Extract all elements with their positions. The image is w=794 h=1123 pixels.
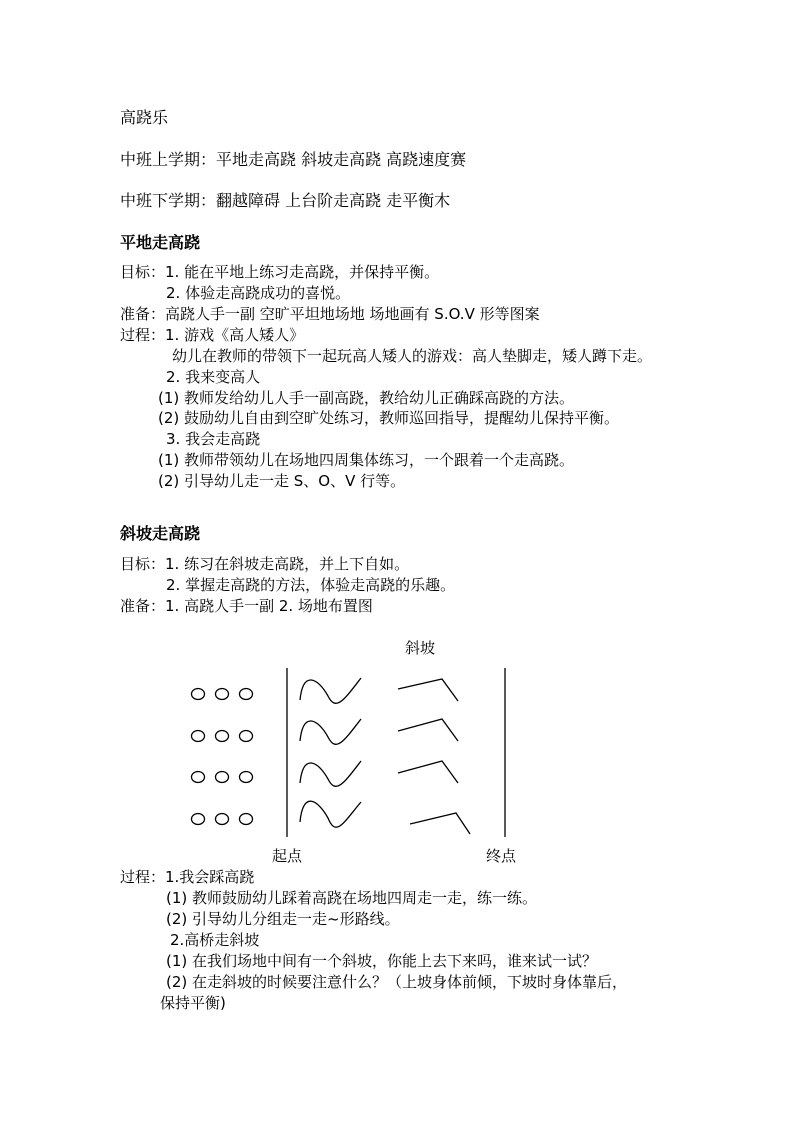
section2-proc-1: 过程：1.我会踩高跷 [120, 868, 255, 886]
section1-proc-2: 2. 我来变高人 [166, 368, 261, 386]
wave-path [300, 761, 361, 786]
semester-2-plan: 中班下学期：翻越障碍 上台阶走高跷 走平衡木 [120, 191, 451, 210]
child-circle [192, 689, 205, 700]
child-circle [216, 814, 229, 825]
section2-proc-1-b: (2) 引导幼儿分组走一走~形路线。 [166, 910, 400, 928]
section2-goal-2: 2. 掌握走高跷的方法，体验走高跷的乐趣。 [166, 576, 456, 594]
child-circle [216, 731, 229, 742]
section1-proc-1: 过程：1. 游戏《高人矮人》 [120, 326, 305, 344]
section1-proc-3-a: (1) 教师带领幼儿在场地四周集体练习，一个跟着一个走高跷。 [158, 451, 575, 469]
doc-title: 高跷乐 [120, 108, 169, 127]
slope-path [398, 761, 458, 783]
section2-proc-2-a: (1) 在我们场地中间有一个斜坡，你能上去下来吗，谁来试一试？ [166, 952, 598, 970]
section2-proc-2-b: (2) 在走斜坡的时候要注意什么？（上坡身体前倾，下坡时身体靠后， [166, 973, 628, 991]
section1-goal-1: 目标：1. 能在平地上练习走高跷，并保持平衡。 [120, 263, 440, 281]
diagram-label-slope: 斜坡 [405, 639, 436, 657]
wave-path [300, 678, 361, 703]
child-circle [216, 772, 229, 783]
diagram-label-end: 终点 [486, 847, 517, 865]
section2-goal-1: 目标：1. 练习在斜坡走高跷，并上下自如。 [120, 555, 410, 573]
section2-proc-2-c: 保持平衡) [160, 994, 226, 1012]
wave-path [300, 801, 361, 827]
section1-proc-3: 3. 我会走高跷 [166, 430, 261, 448]
section1-proc-3-b: (2) 引导幼儿走一走 S、O、V 行等。 [158, 472, 406, 490]
section2-heading: 斜坡走高跷 [120, 524, 201, 543]
slope-path [398, 679, 458, 701]
section2-proc-2: 2.高桥走斜坡 [170, 931, 260, 949]
section1-goal-2: 2. 体验走高跷成功的喜悦。 [166, 284, 351, 302]
section2-proc-1-a: (1) 教师鼓励幼儿踩着高跷在场地四周走一走，练一练。 [166, 889, 538, 907]
child-circle [192, 731, 205, 742]
child-circle [216, 689, 229, 700]
section1-prep: 准备：高跷人手一副 空旷平坦地场地 场地画有 S.O.V 形等图案 [120, 305, 540, 323]
section1-proc-2-a: (1) 教师发给幼儿人手一副高跷，教给幼儿正确踩高跷的方法。 [158, 389, 575, 407]
diagram-label-start: 起点 [272, 847, 303, 865]
child-circle [240, 689, 253, 700]
section2-prep: 准备：1. 高跷人手一副 2. 场地布置图 [120, 597, 373, 615]
slope-path [410, 813, 470, 834]
wave-path [300, 719, 361, 744]
child-circle [192, 772, 205, 783]
child-circle [240, 731, 253, 742]
section1-proc-1-desc: 幼儿在教师的带领下一起玩高人矮人的游戏：高人垫脚走，矮人蹲下走。 [172, 347, 653, 365]
child-circle [240, 772, 253, 783]
section1-heading: 平地走高跷 [120, 233, 201, 252]
child-circle [240, 814, 253, 825]
child-circle [192, 814, 205, 825]
section1-proc-2-b: (2) 鼓励幼儿自由到空旷处练习，教师巡回指导，提醒幼儿保持平衡。 [158, 409, 620, 427]
slope-path [398, 719, 458, 741]
semester-1-plan: 中班上学期：平地走高跷 斜坡走高跷 高跷速度赛 [120, 150, 467, 169]
